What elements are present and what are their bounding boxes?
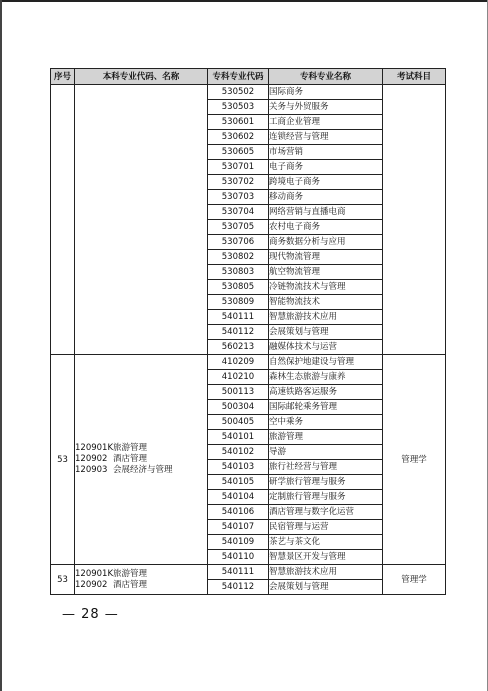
associate-code-cell: 530502 bbox=[208, 85, 269, 100]
exam-subject-cell bbox=[383, 85, 446, 355]
associate-code-cell: 540107 bbox=[208, 520, 269, 535]
associate-name-cell: 工商企业管理 bbox=[269, 115, 383, 130]
associate-name-cell: 连锁经营与管理 bbox=[269, 130, 383, 145]
associate-name-cell: 农村电子商务 bbox=[269, 220, 383, 235]
page-number: — 28 — bbox=[62, 607, 119, 622]
associate-code-cell: 530809 bbox=[208, 295, 269, 310]
bachelor-major-code: 120902 bbox=[75, 454, 108, 464]
associate-name-cell: 智慧景区开发与管理 bbox=[269, 550, 383, 565]
associate-code-cell: 500405 bbox=[208, 415, 269, 430]
associate-code-cell: 530706 bbox=[208, 235, 269, 250]
associate-name-cell: 研学旅行管理与服务 bbox=[269, 475, 383, 490]
header-exam-subject: 考试科目 bbox=[383, 69, 446, 85]
associate-code-cell: 540109 bbox=[208, 535, 269, 550]
associate-name-cell: 旅行社经营与管理 bbox=[269, 460, 383, 475]
associate-code-cell: 540105 bbox=[208, 475, 269, 490]
exam-subject-cell: 管理学 bbox=[383, 565, 446, 595]
associate-name-cell: 定制旅行管理与服务 bbox=[269, 490, 383, 505]
associate-code-cell: 530803 bbox=[208, 265, 269, 280]
associate-code-cell: 540110 bbox=[208, 550, 269, 565]
table-body bbox=[51, 85, 446, 595]
associate-name-cell: 茶艺与茶文化 bbox=[269, 535, 383, 550]
associate-code-cell: 410210 bbox=[208, 370, 269, 385]
associate-code-cell: 560213 bbox=[208, 340, 269, 355]
bachelor-major-entry bbox=[75, 465, 207, 476]
associate-code-cell: 530503 bbox=[208, 100, 269, 115]
bachelor-major-name: 酒店管理 bbox=[113, 454, 148, 464]
table-header-row bbox=[51, 69, 446, 85]
associate-name-cell: 会展策划与管理 bbox=[269, 580, 383, 595]
associate-name-cell: 现代物流管理 bbox=[269, 250, 383, 265]
associate-code-cell: 530703 bbox=[208, 190, 269, 205]
associate-code-cell: 530601 bbox=[208, 115, 269, 130]
header-seq: 序号 bbox=[51, 69, 75, 85]
seq-cell: 53 bbox=[51, 355, 75, 565]
associate-code-cell: 530805 bbox=[208, 280, 269, 295]
major-table bbox=[50, 68, 446, 595]
bachelor-major-code: 120902 bbox=[75, 579, 108, 590]
associate-code-cell: 540106 bbox=[208, 505, 269, 520]
associate-name-cell: 高速铁路客运服务 bbox=[269, 385, 383, 400]
associate-name-cell: 智能物流技术 bbox=[269, 295, 383, 310]
associate-name-cell: 导游 bbox=[269, 445, 383, 460]
associate-name-cell: 森林生态旅游与康养 bbox=[269, 370, 383, 385]
associate-code-cell: 530702 bbox=[208, 175, 269, 190]
associate-name-cell: 电子商务 bbox=[269, 160, 383, 175]
associate-code-cell: 530605 bbox=[208, 145, 269, 160]
header-associate-code: 专科专业代码 bbox=[208, 69, 269, 85]
associate-name-cell: 移动商务 bbox=[269, 190, 383, 205]
associate-name-cell: 融媒体技术与运营 bbox=[269, 340, 383, 355]
associate-name-cell: 冷链物流技术与管理 bbox=[269, 280, 383, 295]
bachelor-major-name: 旅游管理 bbox=[113, 443, 148, 453]
table-row bbox=[51, 355, 446, 370]
bachelor-major-code: 120903 bbox=[75, 465, 108, 475]
associate-name-cell: 网络营销与直播电商 bbox=[269, 205, 383, 220]
bachelor-major-name: 旅游管理 bbox=[113, 568, 148, 579]
associate-name-cell: 会展策划与管理 bbox=[269, 325, 383, 340]
bachelor-major-cell bbox=[75, 85, 208, 355]
associate-code-cell: 530704 bbox=[208, 205, 269, 220]
associate-name-cell: 市场营销 bbox=[269, 145, 383, 160]
table-row bbox=[51, 565, 446, 580]
associate-code-cell: 540103 bbox=[208, 460, 269, 475]
associate-name-cell: 关务与外贸服务 bbox=[269, 100, 383, 115]
associate-name-cell: 跨境电子商务 bbox=[269, 175, 383, 190]
associate-code-cell: 540111 bbox=[208, 310, 269, 325]
associate-code-cell: 530602 bbox=[208, 130, 269, 145]
bachelor-major-name: 会展经济与管理 bbox=[113, 465, 173, 475]
header-bachelor-major: 本科专业代码、名称 bbox=[75, 69, 208, 85]
bachelor-major-cell bbox=[75, 565, 208, 595]
exam-subject-cell: 管理学 bbox=[383, 355, 446, 565]
associate-name-cell: 自然保护地建设与管理 bbox=[269, 355, 383, 370]
table-row bbox=[51, 85, 446, 100]
header-associate-name: 专科专业名称 bbox=[269, 69, 383, 85]
associate-name-cell: 航空物流管理 bbox=[269, 265, 383, 280]
associate-name-cell: 智慧旅游技术应用 bbox=[269, 310, 383, 325]
bachelor-major-entry bbox=[75, 454, 207, 465]
associate-code-cell: 540111 bbox=[208, 565, 269, 580]
associate-code-cell: 540102 bbox=[208, 445, 269, 460]
page-top-border bbox=[0, 0, 488, 2]
associate-code-cell: 540104 bbox=[208, 490, 269, 505]
associate-name-cell: 民宿管理与运营 bbox=[269, 520, 383, 535]
associate-name-cell: 酒店管理与数字化运营 bbox=[269, 505, 383, 520]
associate-code-cell: 540112 bbox=[208, 580, 269, 595]
bachelor-major-entry bbox=[75, 580, 207, 591]
associate-name-cell: 旅游管理 bbox=[269, 430, 383, 445]
seq-cell bbox=[51, 85, 75, 355]
associate-name-cell: 智慧旅游技术应用 bbox=[269, 565, 383, 580]
associate-code-cell: 500304 bbox=[208, 400, 269, 415]
bachelor-major-entry bbox=[75, 443, 207, 454]
associate-code-cell: 530802 bbox=[208, 250, 269, 265]
associate-name-cell: 空中乘务 bbox=[269, 415, 383, 430]
page-left-border bbox=[0, 0, 2, 691]
associate-code-cell: 530701 bbox=[208, 160, 269, 175]
bachelor-major-code: 120901K bbox=[75, 568, 114, 579]
associate-code-cell: 410209 bbox=[208, 355, 269, 370]
associate-code-cell: 540101 bbox=[208, 430, 269, 445]
associate-name-cell: 国际商务 bbox=[269, 85, 383, 100]
associate-name-cell: 商务数据分析与应用 bbox=[269, 235, 383, 250]
bachelor-major-cell bbox=[75, 355, 208, 565]
associate-name-cell: 国际邮轮乘务管理 bbox=[269, 400, 383, 415]
associate-code-cell: 500113 bbox=[208, 385, 269, 400]
bachelor-major-code: 120901K bbox=[75, 443, 114, 453]
associate-code-cell: 530705 bbox=[208, 220, 269, 235]
associate-code-cell: 540112 bbox=[208, 325, 269, 340]
seq-cell: 53 bbox=[51, 565, 75, 595]
bachelor-major-name: 酒店管理 bbox=[113, 579, 148, 590]
bachelor-major-entry bbox=[75, 569, 207, 580]
